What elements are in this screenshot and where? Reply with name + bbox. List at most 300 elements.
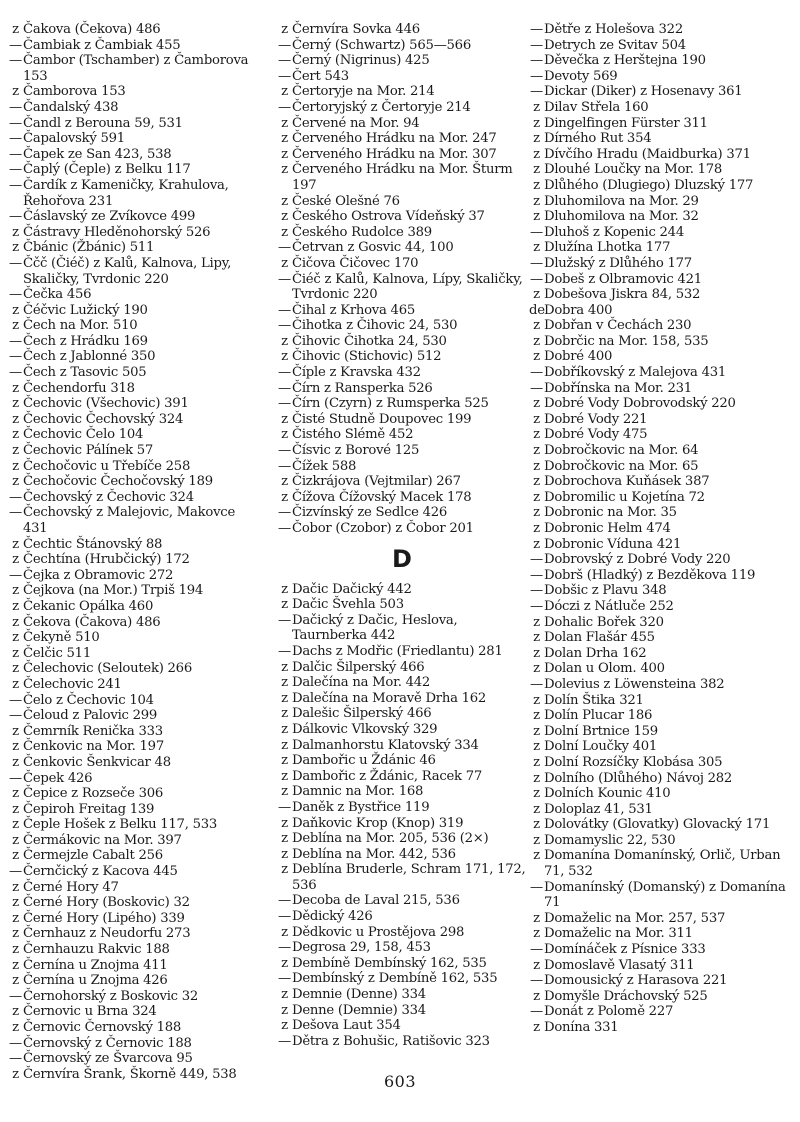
index-entry: [8, 412, 263, 428]
entry-text: Černhauz z Neudorfu 273: [23, 926, 191, 942]
index-entry: [8, 693, 263, 709]
entry-text: Čihovic (Stichovic) 512: [292, 349, 442, 365]
index-entry: [8, 131, 263, 147]
index-entry: [277, 1003, 527, 1019]
index-entry: [8, 771, 263, 787]
entry-text: Domoslavě Vlasatý 311: [544, 957, 695, 973]
entry-text: Dolevius z Löwensteina 382: [544, 676, 725, 692]
index-entry: [8, 256, 263, 287]
entry-text: Čobor (Czobor) z Čobor 201: [292, 521, 474, 536]
index-entry: [277, 909, 527, 925]
entry-prefix: z: [281, 675, 288, 691]
entry-prefix: z: [12, 942, 19, 958]
entry-text: Dluhomilova na Mor. 29: [544, 193, 699, 209]
entry-text: Čert 543: [292, 68, 349, 84]
index-entry: [277, 862, 527, 893]
entry-text: Čepiroh Freitag 139: [23, 801, 155, 817]
entry-text: Dírného Rut 354: [544, 131, 652, 147]
entry-prefix: z: [533, 411, 540, 427]
entry-text: Detrych ze Svitav 504: [544, 37, 686, 53]
entry-prefix: —: [9, 99, 22, 115]
index-entry: [277, 365, 527, 381]
index-entry: [277, 597, 527, 613]
entry-text: Dlouhé Loučky na Mor. 178: [544, 162, 723, 178]
entry-text: Čeloud z Palovic 299: [23, 708, 158, 724]
entry-text: Dolan Flašár 455: [544, 630, 655, 646]
entry-text: Dolín Plucar 186: [544, 708, 653, 724]
index-entry: [529, 739, 795, 755]
entry-prefix: z: [281, 955, 288, 971]
entry-prefix: z: [533, 474, 540, 490]
entry-text: Čizvínský ze Sedlce 426: [292, 505, 448, 521]
index-entry: [529, 162, 795, 178]
index-entry: [529, 427, 795, 443]
entry-prefix: z: [12, 411, 19, 427]
entry-prefix: z: [12, 22, 19, 37]
entry-text: Dohalic Bořek 320: [544, 614, 664, 630]
index-entry: [529, 303, 795, 319]
entry-prefix: —: [278, 909, 291, 925]
index-entry: [529, 646, 795, 662]
entry-text: Čechtína (Hrubčický) 172: [23, 552, 190, 568]
entry-prefix: —: [278, 443, 291, 459]
entry-text: Deblína na Mor. 205, 536 (2×): [292, 831, 489, 847]
index-entry: [529, 583, 795, 599]
entry-prefix: z: [12, 645, 19, 661]
entry-prefix: z: [533, 349, 540, 365]
entry-prefix: z: [281, 831, 288, 847]
entry-prefix: —: [9, 333, 22, 349]
index-entry: [8, 661, 263, 677]
index-entry: [529, 926, 795, 942]
entry-text: Dobrochova Kuňásek 387: [544, 474, 710, 490]
index-entry: [529, 521, 795, 537]
entry-text: Dalmanhorstu Klatovský 334: [292, 737, 479, 753]
entry-text: Dóczi z Nátluče 252: [544, 598, 674, 614]
entry-text: Černína u Znojma 426: [23, 973, 168, 989]
entry-text: Čaplý (Čeple) z Belku 117: [23, 162, 191, 178]
entry-prefix: z: [533, 240, 540, 256]
entry-prefix: z: [12, 1004, 19, 1020]
entry-text: Dobronic na Mor. 35: [544, 505, 677, 521]
index-entry: [277, 691, 527, 707]
index-entry: [8, 365, 263, 381]
index-entry: [277, 53, 527, 69]
entry-text: Dobromilic u Kojetína 72: [544, 489, 705, 505]
index-entry: [529, 412, 795, 428]
index-entry: [8, 724, 263, 740]
index-column-3: [529, 22, 795, 1036]
entry-prefix: z: [533, 396, 540, 412]
entry-prefix: z: [533, 770, 540, 786]
index-entry: [529, 661, 795, 677]
entry-text: Čech z Jablonné 350: [23, 349, 156, 365]
entry-prefix: z: [12, 396, 19, 412]
index-entry: [529, 396, 795, 412]
entry-prefix: z: [12, 474, 19, 490]
entry-text: Čertoryje na Mor. 214: [292, 84, 435, 100]
entry-prefix: z: [281, 255, 288, 271]
index-entry: [529, 1020, 795, 1036]
index-entry: [529, 693, 795, 709]
entry-text: Domínáček z Písnice 333: [544, 942, 706, 958]
entry-prefix: —: [278, 380, 291, 396]
entry-text: Čelechovic 241: [23, 676, 122, 692]
entry-prefix: z: [12, 723, 19, 739]
entry-text: Čechovský z Malejovic, Makovce 431: [23, 505, 235, 536]
entry-prefix: —: [530, 37, 543, 53]
entry-prefix: z: [281, 846, 288, 862]
index-entry: [8, 895, 263, 911]
index-entry: [8, 334, 263, 350]
index-entry: [277, 940, 527, 956]
entry-text: Čech na Mor. 510: [23, 318, 138, 334]
entry-text: Černvíra Šrank, Škorně 449, 538: [23, 1066, 237, 1082]
entry-prefix: —: [9, 287, 22, 303]
entry-prefix: z: [12, 1020, 19, 1035]
entry-prefix: z: [12, 676, 19, 692]
index-entry: [277, 38, 527, 54]
index-entry: [277, 209, 527, 225]
entry-text: Českého Ostrova Vídeňský 37: [292, 209, 485, 225]
entry-text: Domyšle Dráchovský 525: [544, 988, 708, 1004]
index-entry: [529, 365, 795, 381]
entry-prefix: —: [9, 37, 22, 53]
entry-prefix: —: [530, 84, 543, 100]
entry-prefix: z: [12, 879, 19, 895]
index-entry: [8, 568, 263, 584]
entry-prefix: z: [533, 754, 540, 770]
entry-prefix: z: [12, 536, 19, 552]
index-entry: [277, 784, 527, 800]
entry-text: Dálkovic Vlkovský 329: [292, 721, 438, 737]
entry-prefix: z: [281, 349, 288, 365]
index-entry: [277, 925, 527, 941]
entry-text: Čéčvic Lužický 190: [23, 302, 148, 318]
index-entry: [277, 660, 527, 676]
entry-text: Čepice z Rozseče 306: [23, 786, 164, 802]
index-entry: [8, 755, 263, 771]
entry-prefix: z: [281, 862, 288, 878]
index-entry: [8, 209, 263, 225]
entry-text: Černovský z Černovic 188: [23, 1035, 192, 1051]
entry-text: Čelechovic (Seloutek) 266: [23, 661, 192, 677]
index-entry: [8, 989, 263, 1005]
entry-text: Dolního (Dlůhého) Návoj 282: [544, 770, 733, 786]
entry-text: Dačic Švehla 503: [292, 597, 404, 613]
index-entry: [8, 505, 263, 536]
entry-prefix: —: [530, 583, 543, 599]
entry-text: Deblína na Mor. 442, 536: [292, 846, 456, 862]
entry-text: Čamborova 153: [23, 84, 126, 100]
entry-prefix: z: [533, 505, 540, 521]
index-entry: [8, 381, 263, 397]
entry-text: Domanína Domanínský, Orlič, Urban 71, 532: [544, 848, 781, 880]
entry-text: Černé Hory (Boskovic) 32: [23, 895, 190, 911]
entry-text: Damnic na Mor. 168: [292, 784, 424, 800]
entry-prefix: z: [533, 910, 540, 926]
entry-prefix: z: [12, 754, 19, 770]
index-entry: [8, 490, 263, 506]
entry-prefix: z: [281, 84, 288, 100]
entry-prefix: —: [278, 396, 291, 412]
entry-prefix: z: [281, 924, 288, 940]
index-entry: [8, 53, 263, 84]
entry-prefix: z: [12, 598, 19, 614]
index-entry: [529, 474, 795, 490]
index-entry: [529, 708, 795, 724]
index-entry: [277, 272, 527, 303]
entry-text: Dobré 400: [544, 349, 613, 365]
entry-text: Čejkova (na Mor.) Trpiš 194: [23, 583, 204, 599]
index-entry: [277, 816, 527, 832]
entry-prefix: z: [12, 739, 19, 755]
entry-prefix: z: [12, 973, 19, 989]
entry-text: Dingelfingen Fürster 311: [544, 115, 708, 131]
index-entry: [277, 69, 527, 85]
entry-text: Čeple Hošek z Belku 117, 533: [23, 817, 217, 833]
index-entry: [8, 147, 263, 163]
index-entry: [277, 22, 527, 38]
index-entry: [8, 583, 263, 599]
index-entry: [277, 521, 527, 537]
entry-text: Dobročkovic na Mor. 65: [544, 458, 699, 474]
entry-prefix: —: [278, 521, 291, 536]
entry-prefix: z: [533, 708, 540, 724]
entry-text: Čandalský 438: [23, 99, 119, 115]
index-entry: [8, 303, 263, 319]
entry-prefix: —: [9, 162, 22, 178]
entry-prefix: z: [533, 131, 540, 147]
index-entry: [8, 958, 263, 974]
index-entry: [529, 147, 795, 163]
entry-text: Četrvan z Gosvic 44, 100: [292, 240, 454, 256]
index-entry: [529, 802, 795, 818]
index-entry: [277, 893, 527, 909]
index-entry: [529, 786, 795, 802]
entry-prefix: z: [533, 162, 540, 178]
entry-text: Dambořic u Ždánic 46: [292, 753, 436, 769]
entry-text: Dobra 400: [544, 302, 613, 318]
index-entry: [8, 116, 263, 132]
entry-prefix: z: [12, 614, 19, 630]
index-entry: [277, 459, 527, 475]
entry-prefix: —: [530, 271, 543, 287]
index-entry: [8, 973, 263, 989]
index-entry: [529, 225, 795, 241]
index-entry: [529, 505, 795, 521]
entry-prefix: z: [12, 318, 19, 334]
index-entry: [529, 349, 795, 365]
section-letter-heading: D: [392, 544, 412, 573]
index-entry: [529, 381, 795, 397]
index-entry: [277, 1034, 527, 1050]
index-entry: [277, 116, 527, 132]
entry-text: Dobronic Helm 474: [544, 521, 671, 536]
index-entry: [529, 38, 795, 54]
entry-prefix: z: [12, 380, 19, 396]
entry-prefix: z: [281, 474, 288, 490]
entry-text: Dolan u Olom. 400: [544, 661, 665, 677]
index-entry: [529, 318, 795, 334]
entry-prefix: z: [281, 987, 288, 1003]
entry-prefix: —: [530, 598, 543, 614]
entry-prefix: z: [12, 458, 19, 474]
index-entry: [529, 942, 795, 958]
entry-text: Černvíra Sovka 446: [292, 22, 420, 37]
entry-prefix: —: [530, 973, 543, 989]
entry-prefix: —: [278, 365, 291, 381]
entry-prefix: —: [530, 68, 543, 84]
entry-prefix: —: [530, 942, 543, 958]
entry-text: Dolních Kounic 410: [544, 786, 671, 802]
entry-prefix: z: [12, 443, 19, 459]
entry-prefix: z: [281, 1002, 288, 1018]
entry-prefix: z: [281, 224, 288, 240]
entry-prefix: —: [278, 240, 291, 256]
entry-prefix: —: [530, 53, 543, 69]
entry-prefix: —: [9, 1035, 22, 1051]
entry-prefix: —: [9, 770, 22, 786]
index-entry: [8, 911, 263, 927]
entry-text: Dobeš z Olbramovic 421: [544, 271, 702, 287]
index-entry: [529, 848, 795, 879]
entry-text: Čihovic Čihotka 24, 530: [292, 333, 447, 349]
entry-prefix: z: [533, 177, 540, 193]
index-entry: [277, 753, 527, 769]
entry-prefix: —: [278, 302, 291, 318]
index-entry: [8, 427, 263, 443]
index-entry: [277, 800, 527, 816]
index-entry: [529, 1004, 795, 1020]
index-entry: [529, 22, 795, 38]
index-entry: [8, 240, 263, 256]
entry-prefix: z: [533, 146, 540, 162]
entry-text: Decoba de Laval 215, 536: [292, 893, 460, 909]
entry-text: Čáslavský ze Zvíkovce 499: [23, 209, 196, 225]
entry-prefix: z: [12, 1066, 19, 1082]
entry-text: Červeného Hrádku na Mor. 247: [292, 131, 497, 147]
index-entry: [277, 706, 527, 722]
entry-prefix: z: [12, 801, 19, 817]
index-entry: [529, 178, 795, 194]
entry-prefix: z: [281, 690, 288, 706]
entry-prefix: —: [278, 799, 291, 815]
entry-prefix: z: [281, 753, 288, 769]
index-entry: [8, 1020, 263, 1036]
index-entry: [277, 318, 527, 334]
entry-prefix: z: [533, 458, 540, 474]
index-entry: [277, 1018, 527, 1034]
entry-text: Čermákovic na Mor. 397: [23, 832, 182, 848]
index-entry: [529, 973, 795, 989]
index-entry: [277, 738, 527, 754]
entry-text: Čihal z Krhova 465: [292, 302, 415, 318]
entry-text: Dačický z Dačic, Heslova, Taurnberka 442: [292, 612, 458, 644]
entry-text: Dembíně Dembínský 162, 535: [292, 955, 487, 971]
index-entry: [277, 987, 527, 1003]
entry-text: Dalčic Šilperský 466: [292, 659, 425, 675]
index-entry: [8, 1051, 263, 1067]
entry-text: Dobré Vody Dobrovodský 220: [544, 396, 736, 412]
index-entry: [8, 599, 263, 615]
entry-prefix: z: [12, 957, 19, 973]
entry-prefix: —: [530, 255, 543, 271]
entry-text: Čechovic Čelo 104: [23, 427, 144, 443]
entry-text: České Olešné 76: [292, 193, 400, 209]
entry-text: Čížova Čížovský Macek 178: [292, 489, 472, 505]
entry-prefix: —: [278, 318, 291, 334]
index-entry: [529, 880, 795, 911]
index-entry: [529, 755, 795, 771]
entry-prefix: —: [530, 879, 543, 895]
entry-prefix: z: [533, 333, 540, 349]
entry-text: Černhauzu Rakvic 188: [23, 942, 170, 958]
entry-prefix: —: [530, 567, 543, 583]
entry-text: Dobešova Jiskra 84, 532: [544, 287, 701, 303]
index-entry: [529, 131, 795, 147]
entry-text: Domousický z Harasova 221: [544, 973, 728, 989]
entry-text: Čambiak z Čambiak 455: [23, 37, 181, 53]
entry-text: Domamyslic 22, 530: [544, 832, 676, 848]
index-column-1: [8, 22, 263, 1082]
entry-text: Dětra z Bohušic, Ratišovic 323: [292, 1033, 490, 1049]
entry-text: Devoty 569: [544, 68, 618, 84]
index-entry: [8, 349, 263, 365]
entry-prefix: z: [12, 661, 19, 677]
entry-text: Čemrník Renička 333: [23, 723, 163, 739]
entry-text: Čapek ze San 423, 538: [23, 146, 172, 162]
entry-prefix: —: [278, 458, 291, 474]
entry-prefix: z: [281, 737, 288, 753]
index-entry: [8, 287, 263, 303]
entry-text: Domaželic na Mor. 257, 537: [544, 910, 726, 926]
entry-prefix: z: [533, 318, 540, 334]
index-entry: [8, 739, 263, 755]
entry-prefix: —: [278, 1033, 291, 1049]
entry-text: Částravy Hleděnohorský 526: [23, 224, 211, 240]
entry-text: Domanínský (Domanský) z Domanína 71: [544, 879, 786, 911]
entry-text: Dobšic z Plavu 348: [544, 583, 667, 599]
entry-text: Černé Hory (Lipého) 339: [23, 910, 185, 926]
entry-text: Demnie (Denne) 334: [292, 987, 426, 1003]
entry-prefix: —: [9, 349, 22, 365]
entry-prefix: z: [533, 521, 540, 536]
entry-text: Čapalovský 591: [23, 131, 125, 147]
entry-text: Deblína Bruderle, Schram 171, 172, 536: [292, 862, 526, 893]
index-entry: [8, 880, 263, 896]
entry-prefix: —: [530, 224, 543, 240]
index-entry: [529, 552, 795, 568]
entry-prefix: —: [530, 552, 543, 568]
entry-text: Dobřan v Čechách 230: [544, 318, 692, 334]
entry-prefix: z: [281, 784, 288, 800]
index-entry: [529, 209, 795, 225]
entry-prefix: z: [533, 489, 540, 505]
entry-prefix: z: [12, 817, 19, 833]
index-entry: [277, 334, 527, 350]
entry-prefix: —: [278, 271, 291, 287]
entry-text: Dívčího Hradu (Maidburka) 371: [544, 146, 751, 162]
index-entry: [8, 552, 263, 568]
index-entry: [8, 615, 263, 631]
index-entry: [277, 303, 527, 319]
entry-prefix: z: [533, 739, 540, 755]
entry-prefix: z: [533, 614, 540, 630]
entry-prefix: z: [281, 146, 288, 162]
entry-text: Dešova Laut 354: [292, 1018, 401, 1034]
entry-prefix: z: [533, 99, 540, 115]
